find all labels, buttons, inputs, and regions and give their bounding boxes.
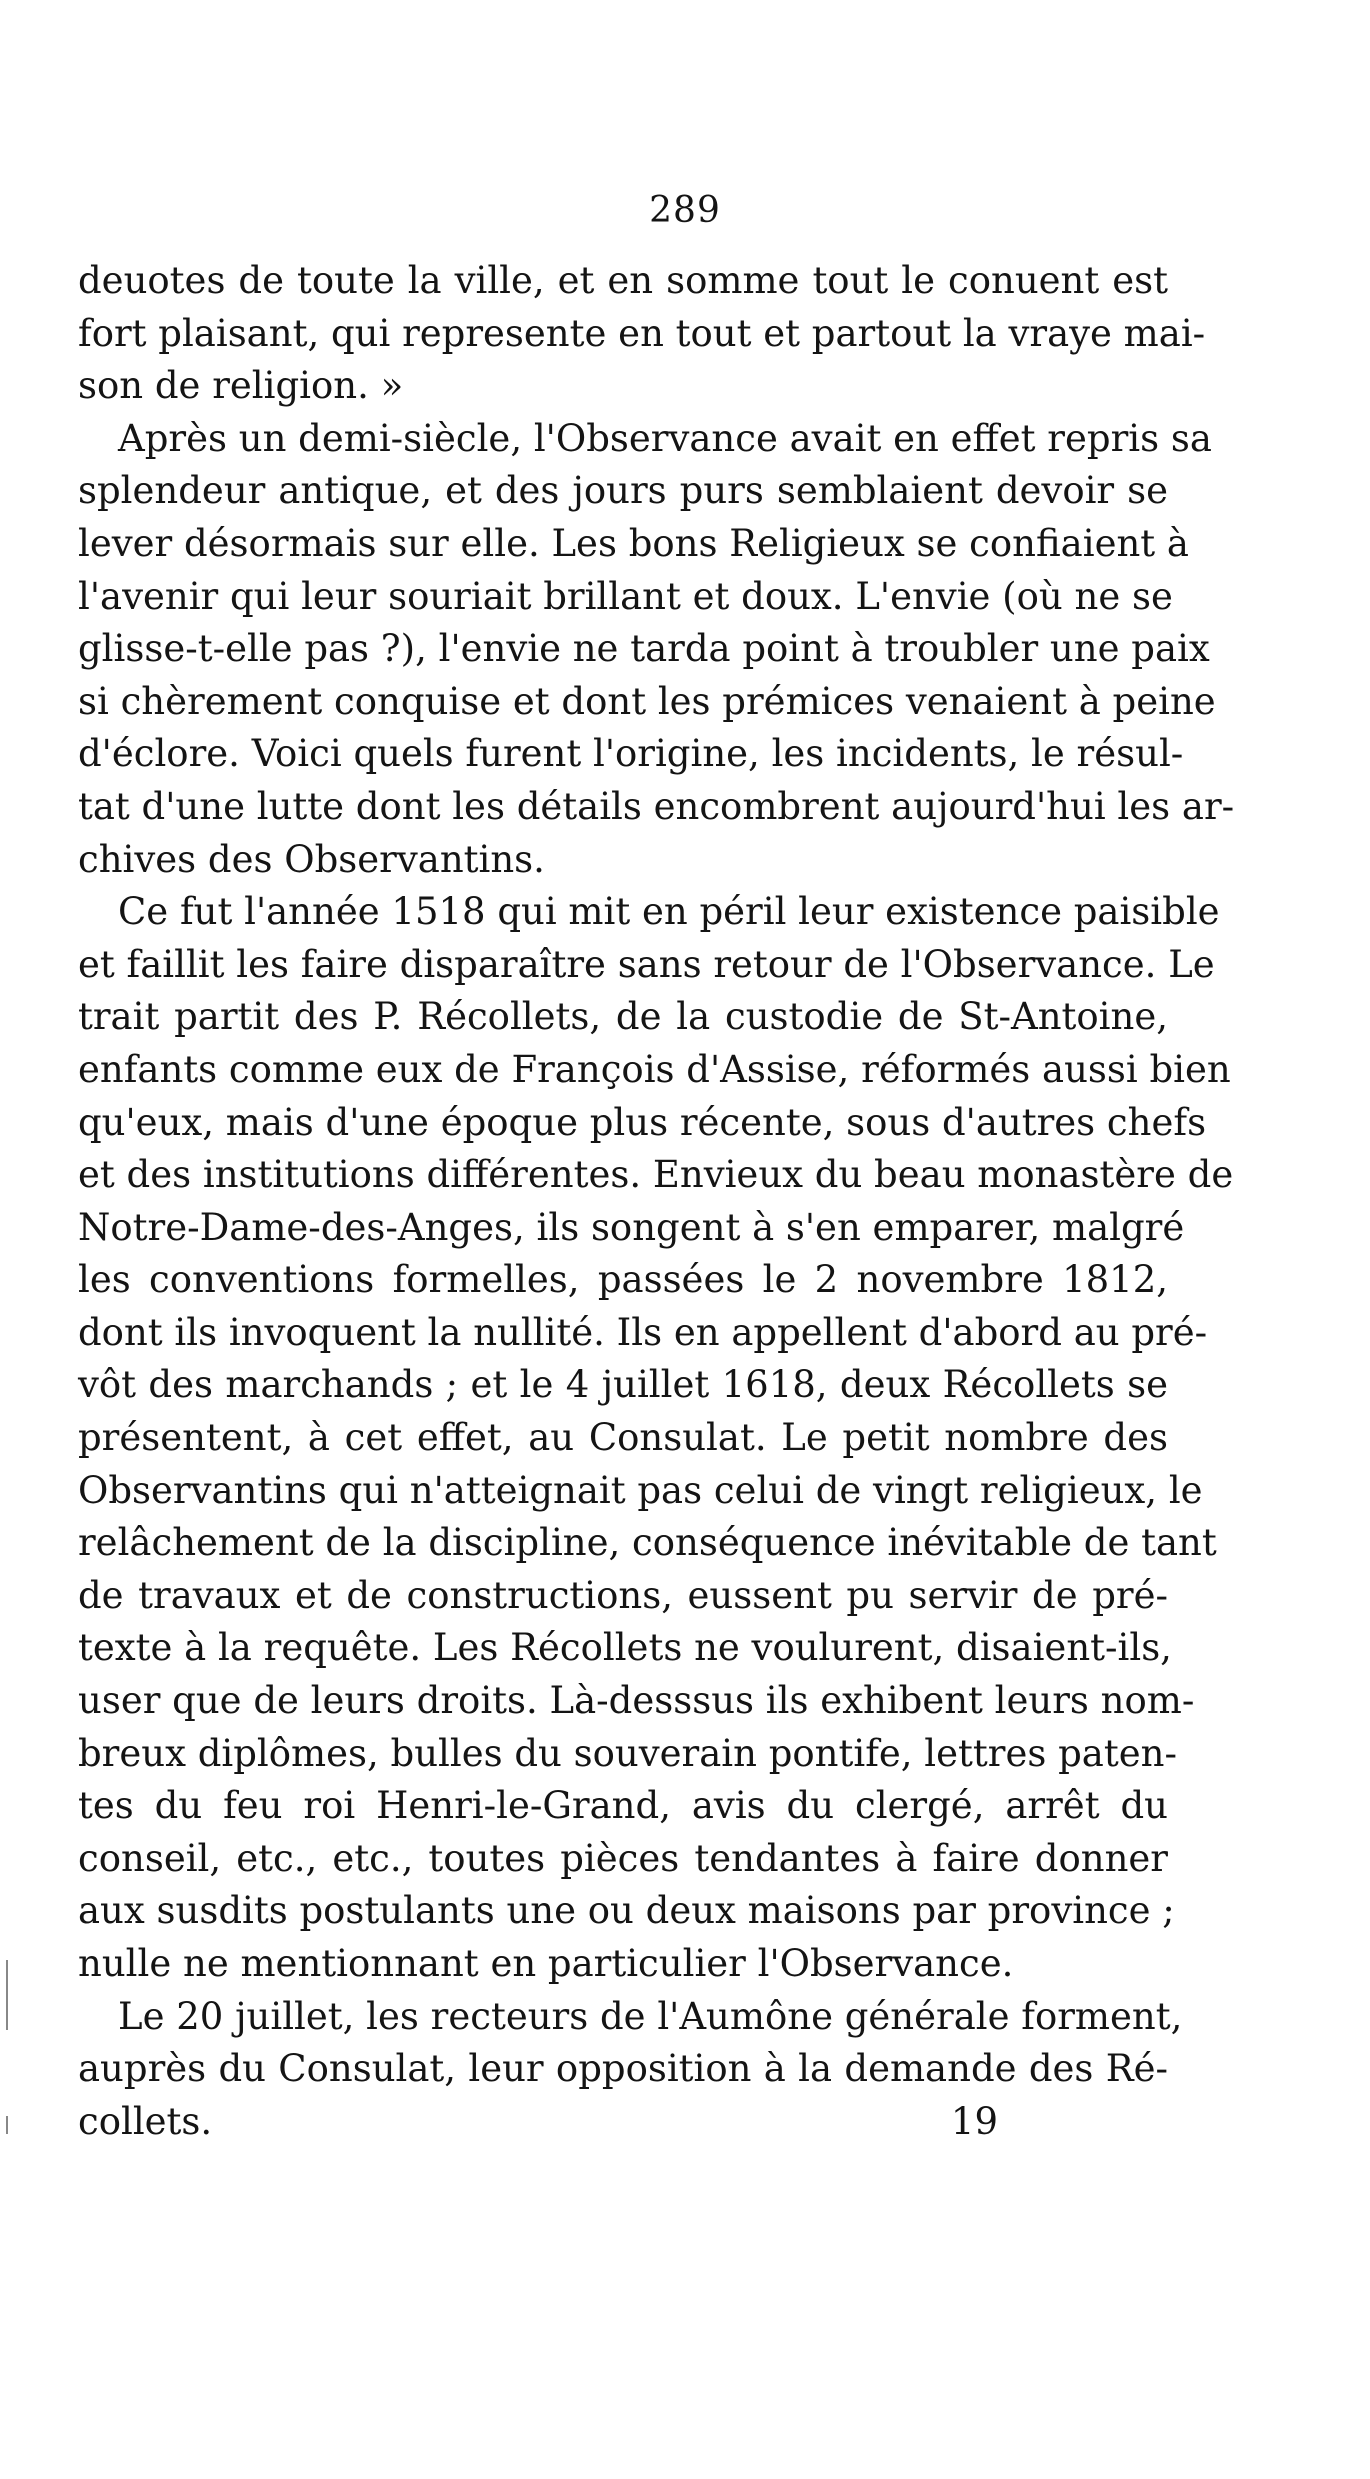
text-line: les conventions formelles, passées le 2 novembre 1812,: [78, 1258, 1168, 1302]
scan-edge-mark: [6, 2116, 8, 2134]
text-line: Après un demi-siècle, l'Observance avait en effet repris sa: [118, 416, 1212, 460]
text-line: d'éclore. Voici quels furent l'origine, les incidents, le résul-: [78, 732, 1184, 776]
text-line: Observantins qui n'atteignait pas celui de vingt religieux, le: [78, 1468, 1203, 1512]
text-line: deuotes de toute la ville, et en somme tout le conuent est: [78, 259, 1168, 302]
text-line: et des institutions différentes. Envieux du beau monastère de: [78, 1153, 1234, 1197]
text-line: auprès du Consulat, leur opposition à la demande des Ré-: [78, 2047, 1168, 2091]
page-number: 289: [649, 190, 721, 231]
text-line: si chèrement conquise et dont les prémices venaient à peine: [78, 679, 1216, 723]
text-line: Le 20 juillet, les recteurs de l'Aumône générale forment,: [118, 1994, 1183, 2038]
text-line: tat d'une lutte dont les détails encombrent aujourd'hui les ar-: [78, 784, 1235, 828]
text-line: conseil, etc., etc., toutes pièces tendantes à faire donner: [78, 1836, 1168, 1880]
text-line: relâchement de la discipline, conséquence inévitable de tant: [78, 1521, 1217, 1565]
text-line: lever désormais sur elle. Les bons Religieux se confiaient à: [78, 521, 1189, 565]
text-line: glisse-t-elle pas ?), l'envie ne tarda point à troubler une paix: [78, 627, 1210, 671]
text-line: collets.: [78, 2099, 213, 2143]
text-line: son de religion. »: [78, 364, 404, 408]
text-line: qu'eux, mais d'une époque plus récente, sous d'autres chefs: [78, 1100, 1207, 1144]
text-line: Notre-Dame-des-Anges, ils songent à s'en emparer, malgré: [78, 1205, 1185, 1249]
text-line: de travaux et de constructions, eussent pu servir de pré-: [78, 1573, 1168, 1617]
text-line: présentent, à cet effet, au Consulat. Le petit nombre des: [78, 1416, 1168, 1460]
body-text: [78, 255, 1235, 2148]
text-line: chives des Observantins.: [78, 837, 545, 881]
text-line: l'avenir qui leur souriait brillant et doux. L'envie (où ne se: [78, 574, 1173, 618]
signature-mark: 19: [950, 2099, 998, 2143]
last-line-row: [78, 2096, 1168, 2149]
paragraph-2: [78, 413, 1235, 886]
text-line: et faillit les faire disparaître sans retour de l'Observance. Le: [78, 942, 1215, 986]
text-line: trait partit des P. Récollets, de la custodie de St-Antoine,: [78, 995, 1168, 1039]
text-line: breux diplômes, bulles du souverain pontife, lettres paten-: [78, 1731, 1177, 1775]
text-line: fort plaisant, qui represente en tout et partout la vraye mai-: [78, 311, 1206, 355]
text-line: nulle ne mentionnant en particulier l'Observance.: [78, 1942, 1014, 1985]
text-line: Ce fut l'année 1518 qui mit en péril leur existence paisible: [118, 890, 1220, 934]
paragraph-4: [78, 1991, 1183, 2149]
text-line: dont ils invoquent la nullité. Ils en appellent d'abord au pré-: [78, 1310, 1208, 1354]
paragraph-3: [78, 886, 1234, 1990]
scan-edge-mark: [6, 1960, 8, 2030]
text-line: vôt des marchands ; et le 4 juillet 1618, deux Récollets se: [78, 1363, 1168, 1407]
text-line: splendeur antique, et des jours purs semblaient devoir se: [78, 469, 1168, 513]
text-line: tes du feu roi Henri-le-Grand, avis du clergé, arrêt du: [78, 1784, 1168, 1828]
text-line: enfants comme eux de François d'Assise, réformés aussi bien: [78, 1047, 1231, 1091]
text-line: user que de leurs droits. Là-desssus ils exhibent leurs nom-: [78, 1679, 1195, 1723]
text-line: texte à la requête. Les Récollets ne voulurent, disaient-ils,: [78, 1626, 1172, 1670]
text-line: aux susdits postulants une ou deux maisons par province ;: [78, 1889, 1175, 1933]
paragraph-1: [78, 255, 1206, 413]
